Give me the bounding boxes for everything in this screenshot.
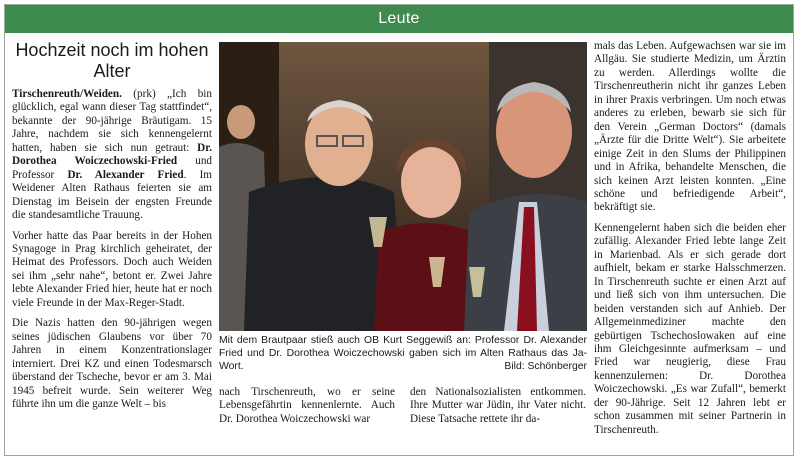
wedding-photo xyxy=(219,42,587,331)
article-column-2-bottom xyxy=(219,386,395,426)
paragraph-continuation: nach Tirschenreuth, wo er seine Lebensgefährtin kennenlernte. Auch Dr. Dorothea Woiczechowski war xyxy=(219,386,395,425)
photo-credit: Bild: Schönberger xyxy=(504,361,587,372)
text-run: und Professor xyxy=(12,155,212,181)
photo-caption xyxy=(219,334,587,373)
article-column-1 xyxy=(12,88,212,411)
paragraph-3: Die Nazis hatten den 90-jährigen wegen seines jüdischen Glaubens vor über 70 Jahren in einem Konzentrationslager interniert. Drei KZ und einen Todesmarsch überstand der Tscheche, bevor er am 3. Mai 1945 befreit wurde. Sein weiterer Weg führte ihn um die ganze Welt – bis xyxy=(12,317,212,410)
article-headline: Hochzeit noch im hohen Alter xyxy=(15,40,209,81)
groom-name: Dr. Alexander Fried xyxy=(67,168,184,181)
paragraph-continuation: den Nationalsozialisten entkommen. Ihre Mutter war Jüdin, ihr Vater nicht. Diese Tatsache rettete ihr da- xyxy=(410,386,586,425)
article-column-3-bottom xyxy=(410,386,586,426)
caption-text: Mit dem Brautpaar stieß auch OB Kurt Seggewiß an: Professor Dr. Alexander Fried und Dr. Dorothea Woiczechowski gaben sich im Alten Rathaus das Ja-Wort. xyxy=(219,335,587,372)
bride-name: Dr. Dorothea Woiczechowski-Fried xyxy=(12,141,212,168)
text-run: (prk) „Ich bin glücklich, egal wann dieser Tag stattfindet“, bekannte der 90-jährige Bräutigam. 15 Jahre, nachdem sie sich kennengelernt hatten, haben sie sich nun getraut: xyxy=(12,88,212,154)
paragraph-intro xyxy=(12,88,212,223)
paragraph-2: Vorher hatte das Paar bereits in der Hohen Synagoge in Prag kirchlich geheiratet, der Heimat des Professors. Doch auch Weiden sei ihm „sehr nahe“, betont er. Zwei Jahre lebte Alexander Fried hier, heute hat er noch viele Freunde in der Max-Reger-Stadt. xyxy=(12,229,212,309)
paragraph-4: mals das Leben. Aufgewachsen war sie im Allgäu. Sie studierte Medizin, um Ärztin zu werden. Allerdings wollte die Tirschenreutherin nicht ihr ganzes Leben in ihrer Praxis verbringen. Um noch etwas anderes zu erleben, bewarb sie sich für den Verein „German Doctors“ (damals „Ärzte für die Dritte Welt“). Sie arbeitete einige Zeit in den Slums der Philippinen und in Afrika, behandelte Menschen, die sich keinen Arzt leisten konnten. „Eine schöne und befriedigende Arbeit“, bekräftigt sie. xyxy=(594,40,786,214)
dateline: Tirschenreuth/Weiden. xyxy=(12,88,122,100)
section-banner: Leute xyxy=(5,5,793,33)
text-run: . Im Weidener Alten Rathaus feierten sie am Dienstag im Beisein der engsten Freunde die standesamtliche Trauung. xyxy=(12,168,212,222)
paragraph-5: Kennengelernt haben sich die beiden eher zufällig. Alexander Fried lebte lange Zeit in Marienbad. Als er sich gerade dort aufhielt, bekam er starke Halsschmerzen. In Tirschenreuth suchte er einen Arzt auf und ließ sich von ihm untersuchen. Die beiden verstanden sich auf Anhieb. Der Allgemeinmediziner machte den gebürtigen Tschechoslowaken auf eine ihm Gleichgesinnte aufmerksam – und Fried war neugierig, diese Frau kennenzulernen: Dr. Dorothea Woiczechowski. „Es war Zufall“, bemerkt der 90-Jährige. Seit 12 Jahren lebt er schon zusammen mit seiner Partnerin in Tirschenreuth. xyxy=(594,221,786,436)
article-column-4 xyxy=(594,40,786,437)
